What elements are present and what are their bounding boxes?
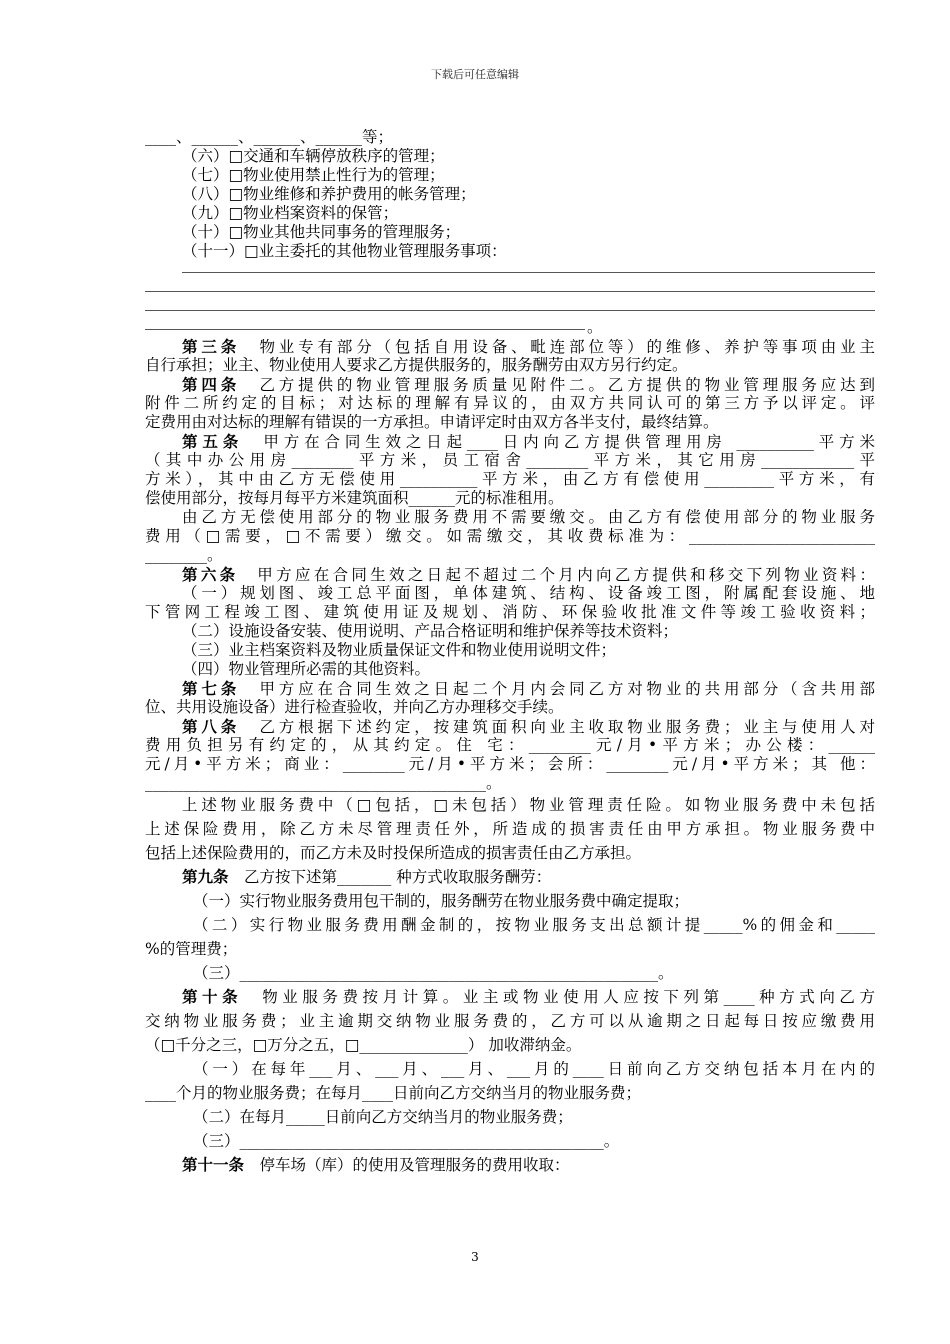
- text-line: 定费用由对达标的理解有错误的一方承担。申请评定时由双方各半支付，最终结算。: [145, 413, 719, 431]
- text-line: （其中办公用房________平方米，员工宿舍________平方米，其它用房____________平: [145, 451, 875, 469]
- article-text: 甲方应在合同生效之日起二个月内会同乙方对物业的共用部分（含共用部: [259, 680, 875, 698]
- text-line: （六）□交通和车辆停放秩序的管理；: [182, 147, 445, 165]
- text-line: 位、共用设施设备）进行检查验收，并向乙方办理移交手续。: [145, 698, 564, 716]
- line-end: 。: [587, 318, 603, 336]
- text-line: 偿使用部分，按每月每平方米建筑面积______元的标准租用。: [145, 489, 564, 507]
- text-line: （二）实行物业服务费用酬金制的，按物业服务支出总额计提_____%的佣金和_____: [193, 916, 875, 934]
- article-7: [145, 679, 875, 698]
- article-title: 第十一条: [182, 1155, 245, 1174]
- text-line: 上述物业服务费中（□包括，□未包括）物业管理责任险。如物业服务费中未包括: [182, 796, 875, 814]
- text-line: 上述保险费用，除乙方未尽管理责任外，所造成的损害责任由甲方承担。物业服务费中: [145, 820, 875, 838]
- text-line: 包括上述保险费用的，而乙方未及时投保所造成的损害责任由乙方承担。: [145, 844, 642, 862]
- article-text: 甲方应在合同生效之日起不超过二个月内向乙方提供和移交下列物业资料：: [257, 566, 875, 584]
- text-line: 元/月•平方米；商业：________元/月•平方米；会所：________元/月•平方米；其 他：: [145, 755, 875, 773]
- text-line: （二）在每月_____日前向乙方交纳当月的物业服务费；: [193, 1108, 573, 1126]
- article-11: [145, 1153, 875, 1177]
- text-line: （十）□物业其他共同事务的管理服务；: [182, 223, 461, 241]
- text-line: （八）□物业维修和养护费用的帐务管理；: [182, 185, 476, 203]
- text-line: （三）______________________________________________________。: [193, 964, 674, 982]
- text-line: （二）设施设备安装、使用说明、产品合格证明和维护保养等技术资料；: [182, 622, 679, 640]
- page-number: 3: [471, 1250, 479, 1264]
- text-line: 下管网工程竣工图、建筑使用证及规划、消防、环保验收批准文件等竣工验收资料；: [145, 603, 875, 621]
- article-5: [145, 432, 875, 451]
- contract-body: [145, 128, 875, 1177]
- text-line: （一）规划图、竣工总平面图，单体建筑、结构、设备竣工图，附属配套设施、地: [182, 584, 875, 602]
- text-line: ____个月的物业服务费；在每月____日前向乙方交纳当月的物业服务费；: [145, 1084, 642, 1102]
- text-line: 自行承担；业主、物业使用人要求乙方提供服务的，服务酬劳由双方另行约定。: [145, 356, 688, 374]
- text-line: 费用负担另有约定的，从其约定。住 宅：________元/月•平方米；办公楼：______: [145, 736, 875, 754]
- article-4: [145, 375, 875, 394]
- article-text: 停车场（库）的使用及管理服务的费用收取：: [259, 1156, 570, 1174]
- blank-line: [145, 299, 875, 318]
- text-line: （一）实行物业服务费用包干制的，服务酬劳在物业服务费中确定提取；: [193, 892, 690, 910]
- text-line: ________。: [145, 546, 223, 564]
- article-8: [145, 717, 875, 736]
- text-line: （一）在每年___月、___月、___月、___月的____日前向乙方交纳包括本月在内的: [193, 1060, 875, 1078]
- blank-line: [145, 280, 875, 299]
- text-line: （七）□物业使用禁止性行为的管理；: [182, 166, 445, 184]
- article-title: 第四条: [182, 375, 241, 394]
- text-line: （三）_______________________________________________。: [193, 1132, 620, 1150]
- text-line: 方米），其中由乙方无偿使用__________平方米，由乙方有偿使用_________平方米，有: [145, 470, 875, 488]
- text-line: %的管理费；: [145, 940, 238, 958]
- article-3: [145, 337, 875, 356]
- text-line: 交纳物业服务费；业主逾期交纳物业服务费的，乙方可以从逾期之日起每日按应缴费用: [145, 1012, 875, 1030]
- article-text: 物业服务费按月计算。业主或物业使用人应按下列第____种方式向乙方: [262, 988, 875, 1006]
- article-title: 第十条: [182, 987, 243, 1006]
- text-line: （□千分之三，□万分之五，□______________） 加收滞纳金。: [145, 1036, 582, 1054]
- article-text: 乙方根据下述约定，按建筑面积向业主收取物业服务费；业主与使用人对: [259, 718, 875, 736]
- article-text: 乙方提供的物业管理服务质量见附件二。乙方提供的物业管理服务应达到: [259, 376, 875, 394]
- article-6: [145, 565, 875, 584]
- text-line: 附件二所约定的目标；对达标的理解有异议的，由双方共同认可的第三方予以评定。评: [145, 394, 875, 412]
- text-line: （九）□物业档案资料的保管；: [182, 204, 399, 222]
- blank-line: [145, 261, 875, 280]
- article-title: 第六条: [182, 565, 239, 584]
- article-title: 第七条: [182, 679, 241, 698]
- article-title: 第九条: [182, 867, 229, 886]
- text-line: 由乙方无偿使用部分的物业服务费用不需要缴交。由乙方有偿使用部分的物业服务: [182, 508, 875, 526]
- text-line: 费用（□需要，□不需要）缴交。如需缴交，其收费标准为：________________________: [145, 527, 875, 545]
- text-line: （四）物业管理所必需的其他资料。: [182, 660, 431, 678]
- text-line: （十一）□业主委托的其他物业管理服务事项：: [182, 242, 507, 260]
- article-text: 物业专有部分（包括自用设备、毗连部位等）的维修、养护等事项由业主: [259, 338, 875, 356]
- article-text: 甲方在合同生效之日起____日内向乙方提供管理用房 __________平方米: [263, 433, 875, 451]
- page-header: 下载后可任意编辑: [431, 68, 519, 81]
- article-title: 第五条: [182, 432, 244, 451]
- text-line: ____________________________________________。: [145, 774, 502, 792]
- text-line: （三）业主档案资料及物业质量保证文件和物业使用说明文件；: [182, 641, 617, 659]
- article-10: [145, 985, 875, 1009]
- blank-line: [145, 318, 875, 337]
- text-line: ____、______、______、______等；: [145, 128, 394, 146]
- article-title: 第三条: [182, 337, 241, 356]
- article-title: 第八条: [182, 717, 241, 736]
- article-9: [145, 865, 875, 889]
- article-text: 乙方按下述第_______ 种方式收取服务酬劳：: [244, 868, 552, 886]
